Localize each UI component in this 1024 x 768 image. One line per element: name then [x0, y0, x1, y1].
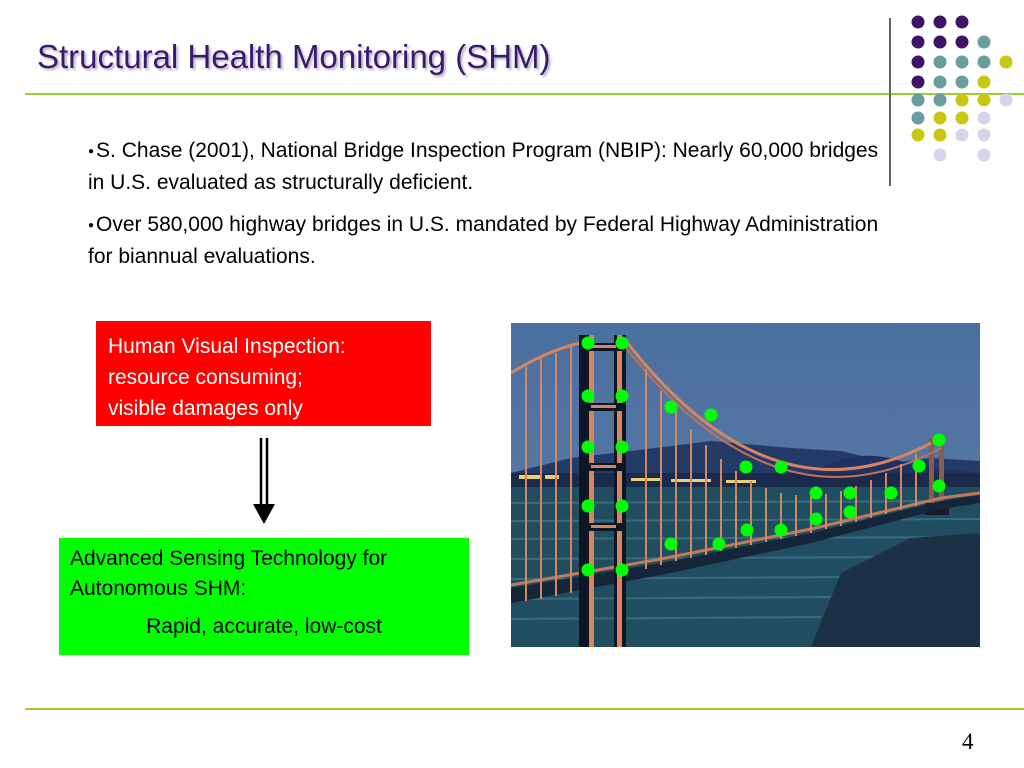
sensing-technology-box [59, 538, 469, 655]
decorative-dot [956, 56, 969, 69]
sensor-marker [933, 434, 946, 447]
decorative-dot [1000, 56, 1013, 69]
bridge-image [511, 323, 980, 647]
sensor-marker [582, 500, 595, 513]
decorative-dot [912, 56, 925, 69]
bullet-item [88, 135, 888, 198]
sensor-marker [582, 441, 595, 454]
sensor-marker [616, 441, 629, 454]
sensor-marker [616, 337, 629, 350]
decorative-dot [934, 112, 947, 125]
decorative-dot [956, 94, 969, 107]
decorative-dot [912, 94, 925, 107]
decorative-dot [978, 56, 991, 69]
box-line: Rapid, accurate, low-cost [146, 615, 382, 638]
sensor-marker [844, 487, 857, 500]
decorative-dot [934, 16, 947, 29]
decorative-dot [978, 149, 991, 162]
decorative-dot [934, 56, 947, 69]
decorative-dot [934, 129, 947, 142]
decorative-dot [934, 36, 947, 49]
sensor-marker [844, 506, 857, 519]
decorative-dot [956, 16, 969, 29]
decorative-dot [934, 76, 947, 89]
decorative-dot [978, 76, 991, 89]
sensor-marker [713, 538, 726, 551]
decorative-dot [912, 129, 925, 142]
box-line: Autonomous SHM: [70, 577, 247, 600]
sensor-marker [705, 409, 718, 422]
sensor-marker [741, 524, 754, 537]
decorative-dot [956, 36, 969, 49]
sensor-marker [616, 500, 629, 513]
decorative-dot [934, 94, 947, 107]
decorative-dot [1000, 94, 1013, 107]
decorative-dot [912, 76, 925, 89]
bullet-list [88, 135, 888, 283]
decorative-dot [978, 129, 991, 142]
decorative-dot [978, 36, 991, 49]
sensor-marker [582, 337, 595, 350]
footer-line [25, 708, 1024, 710]
decorative-dot [956, 129, 969, 142]
box-line: Advanced Sensing Technology for [70, 547, 388, 570]
box-line: resource consuming; [108, 366, 303, 389]
slide-title: Structural Health Monitoring (SHM) [37, 38, 551, 75]
decorative-dot [912, 112, 925, 125]
decorative-dot [912, 16, 925, 29]
decorative-dot [978, 112, 991, 125]
sensor-marker [913, 460, 926, 473]
sensor-marker [810, 487, 823, 500]
sensor-marker [616, 390, 629, 403]
decorative-dot [978, 94, 991, 107]
decorative-dot [956, 112, 969, 125]
sensor-marker [582, 564, 595, 577]
sensor-marker [933, 480, 946, 493]
sensor-marker [616, 564, 629, 577]
bullet-text: S. Chase (2001), National Bridge Inspection Program (NBIP): Nearly 60,000 bridges in U.S. evaluated as structurally deficient. [88, 139, 879, 194]
sensor-marker [665, 538, 678, 551]
visual-inspection-box [96, 321, 431, 426]
sensor-marker [775, 461, 788, 474]
sensor-marker [810, 513, 823, 526]
decorative-dot [912, 36, 925, 49]
sensor-marker [885, 487, 898, 500]
bullet-item [88, 209, 888, 272]
down-arrow-icon [252, 438, 276, 526]
sensor-marker [740, 461, 753, 474]
sensor-marker [665, 401, 678, 414]
decorative-dot [956, 76, 969, 89]
bullet-text: Over 580,000 highway bridges in U.S. mandated by Federal Highway Administration for biannual evaluations. [88, 212, 879, 268]
box-line: Human Visual Inspection: [108, 335, 346, 358]
decorative-dot [934, 149, 947, 162]
bullet-icon: ● [88, 219, 95, 231]
page-number: 4 [962, 729, 974, 754]
box-line: visible damages only [108, 397, 303, 420]
bullet-icon: ● [88, 145, 95, 157]
sensor-marker [775, 524, 788, 537]
sensor-marker [582, 390, 595, 403]
